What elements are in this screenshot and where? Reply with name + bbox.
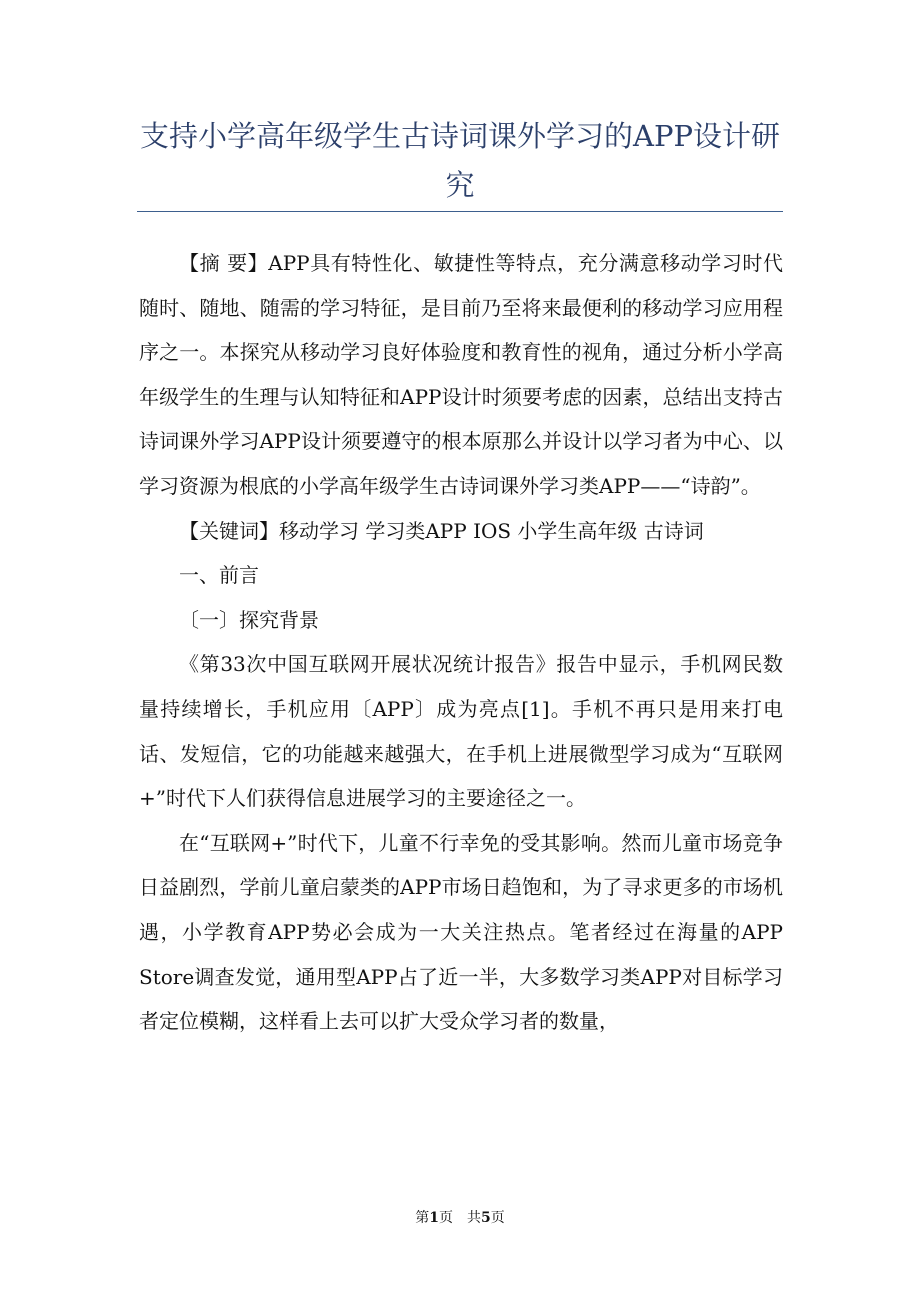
body-paragraph-2: 在“互联网+”时代下，儿童不行幸免的受其影响。然而儿童市场竞争日益剧烈，学前儿童启蒙类的APP市场日趋饱和，为了寻求更多的市场机遇，小学教育APP势必会成为一大关注热点。笔者经过在海量的APP Store调查发觉，通用型APP占了近一半，大多数学习类APP对目标学习者定位模糊，这样看上去可以扩大受众学习者的数量， xyxy=(139,830,783,1034)
footer-total-pages: 5 xyxy=(481,1210,491,1226)
keywords-label: 【关键词】 xyxy=(179,518,279,543)
footer-middle: 页 共 xyxy=(439,1210,481,1226)
body-paragraph-1: 《第33次中国互联网开展状况统计报告》报告中显示，手机网民数量持续增长，手机应用〔APP〕成为亮点[1]。手机不再只是用来打电话、发短信，它的功能越来越强大，在手机上进展微型学习成为“互联网+”时代下人们获得信息进展学习的主要途径之一。 xyxy=(139,652,783,811)
footer-prefix: 第 xyxy=(415,1210,430,1226)
abstract-paragraph xyxy=(139,241,783,509)
abstract-text: APP具有特性化、敏捷性等特点，充分满意移动学习时代随时、随地、随需的学习特征，是目前乃至将来最便利的移动学习应用程序之一。本探究从移动学习良好体验度和教育性的视角，通过分析小学高年级学生的生理与认知特征和APP设计时须要考虑的因素，总结出支持古诗词课外学习APP设计须要遵守的根本原那么并设计以学习者为中心、以学习资源为根底的小学高年级学生古诗词课外学习类APP——“诗韵”。 xyxy=(139,251,783,498)
keywords-text: 移动学习 学习类APP IOS 小学生高年级 古诗词 xyxy=(279,518,704,543)
abstract-label: 【摘 要】 xyxy=(179,251,269,275)
page-footer xyxy=(0,1207,920,1227)
subsection-heading: 〔一〕探究背景 xyxy=(179,607,319,632)
footer-suffix: 页 xyxy=(490,1210,505,1226)
section-heading: 一、前言 xyxy=(179,563,259,588)
document-body xyxy=(139,241,783,1044)
footer-current-page: 1 xyxy=(429,1210,439,1226)
title-divider xyxy=(137,211,783,212)
document-title: 支持小学高年级学生古诗词课外学习的APP设计研究 xyxy=(140,119,780,202)
keywords-paragraph xyxy=(139,509,783,554)
